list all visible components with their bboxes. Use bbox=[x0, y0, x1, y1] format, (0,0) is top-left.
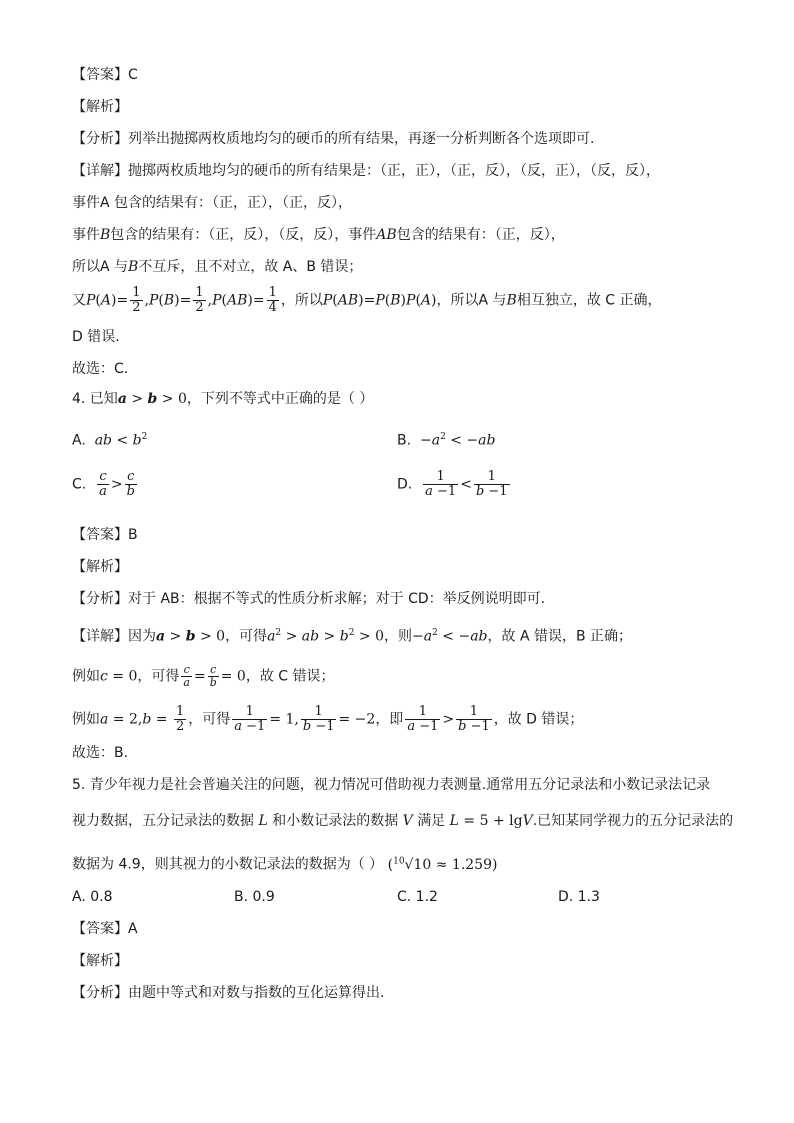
fenxi-text: 列举出抛掷两枚质地均匀的硬币的所有结果，再逐一分析判断各个选项即可. bbox=[128, 131, 595, 147]
q4-analysis-tag: 【解析】 bbox=[72, 559, 128, 575]
q3-fenxi-line bbox=[72, 130, 594, 148]
q4-option-d: D. $\frac{1}{a -1}$ < $\frac{1}{b -1}$ bbox=[397, 469, 508, 499]
q3-detail-line-1: 【详解】抛掷两枚质地均匀的硬币的所有结果是：（正，正），（正，反），（反，正），（反，反）， bbox=[72, 163, 660, 179]
fraction: $\frac{1}{2}$ bbox=[195, 285, 204, 315]
q4-fenxi-line bbox=[72, 590, 545, 608]
q3-detail-line-3: 事件B包含的结果有：（正，反），（反，反），事件AB包含的结果有：（正，反）， bbox=[72, 227, 565, 243]
q4-detail-line-3: 例如a = 2,b = $\frac{1}{2}$ ，可得 $\frac{1}{a -1}$ = 1, $\frac{1}{b -1}$ = −2，即 $\frac{1}{a -1}$ > $\frac{1}{b -1}$ ，故 D 错误； bbox=[72, 704, 584, 734]
detail-tag: 【详解】 bbox=[72, 628, 128, 645]
answer-value: C bbox=[128, 67, 138, 83]
q4-option-a: A. ab < $b^2$ bbox=[72, 432, 148, 449]
fraction: $\frac{1}{b -1}$ bbox=[475, 469, 508, 499]
fenxi-tag: 【分析】 bbox=[72, 131, 128, 147]
answer-value: A bbox=[128, 921, 138, 937]
fraction: $\frac{1}{a -1}$ bbox=[425, 469, 457, 499]
q3-detail-line-6: D 错误. bbox=[72, 329, 120, 345]
answer-tag: 【答案】 bbox=[72, 921, 128, 937]
q5-fenxi-line bbox=[72, 984, 384, 1002]
q3-detail-line-4: 所以A 与B不互斥，且不对立，故 A、B 错误； bbox=[72, 259, 363, 275]
q4-detail-line-1: 【详解】因为a > b > 0，可得$a^2$ > ab > $b^2 > 0$，则$-a^2 < -ab$，故 A 错误，B 正确； bbox=[72, 628, 633, 645]
q5-stem-line-1: 5. 青少年视力是社会普遍关注的问题，视力情况可借助视力表测量.通常用五分记录法和小数记录法记录 bbox=[72, 777, 711, 793]
q4-option-b: B. $-a^2 < -ab$ bbox=[397, 432, 496, 449]
q5-option-c: C. 1.2 bbox=[397, 889, 438, 905]
q5-answer-line bbox=[72, 920, 138, 938]
fraction: $\frac{1}{b -1}$ bbox=[302, 704, 335, 734]
q5-option-a: A. 0.8 bbox=[72, 889, 113, 905]
fraction: $\frac{c}{a}$ bbox=[183, 663, 190, 689]
hint-formula: ($^{10}$√10 ≈ 1.259) bbox=[383, 856, 498, 873]
fenxi-tag: 【分析】 bbox=[72, 985, 128, 1001]
fraction: $\frac{1}{4}$ bbox=[268, 285, 277, 315]
q4-answer-line bbox=[72, 526, 138, 544]
answer-tag: 【答案】 bbox=[72, 67, 128, 83]
fraction: $\frac{1}{a -1}$ bbox=[234, 704, 266, 734]
fenxi-tag: 【分析】 bbox=[72, 591, 128, 607]
q5-stem-line-3: 数据为 4.9，则其视力的小数记录法的数据为（ ） ($^{10}$√10 ≈ 1.259) bbox=[72, 856, 498, 873]
q4-select: 故选：B. bbox=[72, 745, 129, 761]
q3-answer-line bbox=[72, 66, 138, 84]
q5-analysis-tag: 【解析】 bbox=[72, 953, 128, 969]
fraction: $\frac{1}{b -1}$ bbox=[458, 704, 490, 734]
fraction: $\frac{c}{b}$ bbox=[126, 469, 135, 499]
q4-stem: 4. 已知a > b > 0，下列不等式中正确的是（ ） bbox=[72, 391, 374, 407]
fraction: $\frac{c}{b}$ bbox=[209, 663, 217, 689]
fraction: $\frac{1}{2}$ bbox=[132, 285, 141, 315]
q3-detail-line-5: 又P(A)= $\frac{1}{2}$ ,P(B)= $\frac{1}{2}$ ,P(AB)= $\frac{1}{4}$ ，所以P(AB)=P(B)P(A)，所以A 与B相互独立，故 C 正确， bbox=[72, 285, 662, 315]
q4-option-c: C. $\frac{c}{a}$ > $\frac{c}{b}$ bbox=[72, 469, 135, 499]
q5-stem-line-2: 视力数据，五分记录法的数据 L 和小数记录法的数据 V 满足 L = 5 + lgV.已知某同学视力的五分记录法的 bbox=[72, 813, 734, 829]
fraction: $\frac{1}{a -1}$ bbox=[407, 704, 439, 734]
q3-select: 故选：C. bbox=[72, 361, 129, 377]
q3-analysis-tag: 【解析】 bbox=[72, 99, 128, 115]
answer-tag: 【答案】 bbox=[72, 527, 128, 543]
fraction: $\frac{1}{2}$ bbox=[175, 704, 185, 734]
q5-option-b: B. 0.9 bbox=[234, 889, 275, 905]
q5-option-d: D. 1.3 bbox=[558, 889, 600, 905]
fraction: $\frac{c}{a}$ bbox=[99, 469, 107, 499]
detail-tag: 【详解】 bbox=[72, 163, 128, 179]
q4-detail-line-2: 例如c = 0，可得 $\frac{c}{a}$ = $\frac{c}{b}$ = 0，故 C 错误； bbox=[72, 663, 335, 689]
answer-value: B bbox=[128, 527, 138, 543]
q3-detail-line-2: 事件A 包含的结果有：（正，正），（正，反）， bbox=[72, 195, 353, 211]
fenxi-text: 由题中等式和对数与指数的互化运算得出. bbox=[128, 985, 385, 1001]
fenxi-text: 对于 AB：根据不等式的性质分析求解；对于 CD：举反例说明即可. bbox=[128, 591, 546, 607]
